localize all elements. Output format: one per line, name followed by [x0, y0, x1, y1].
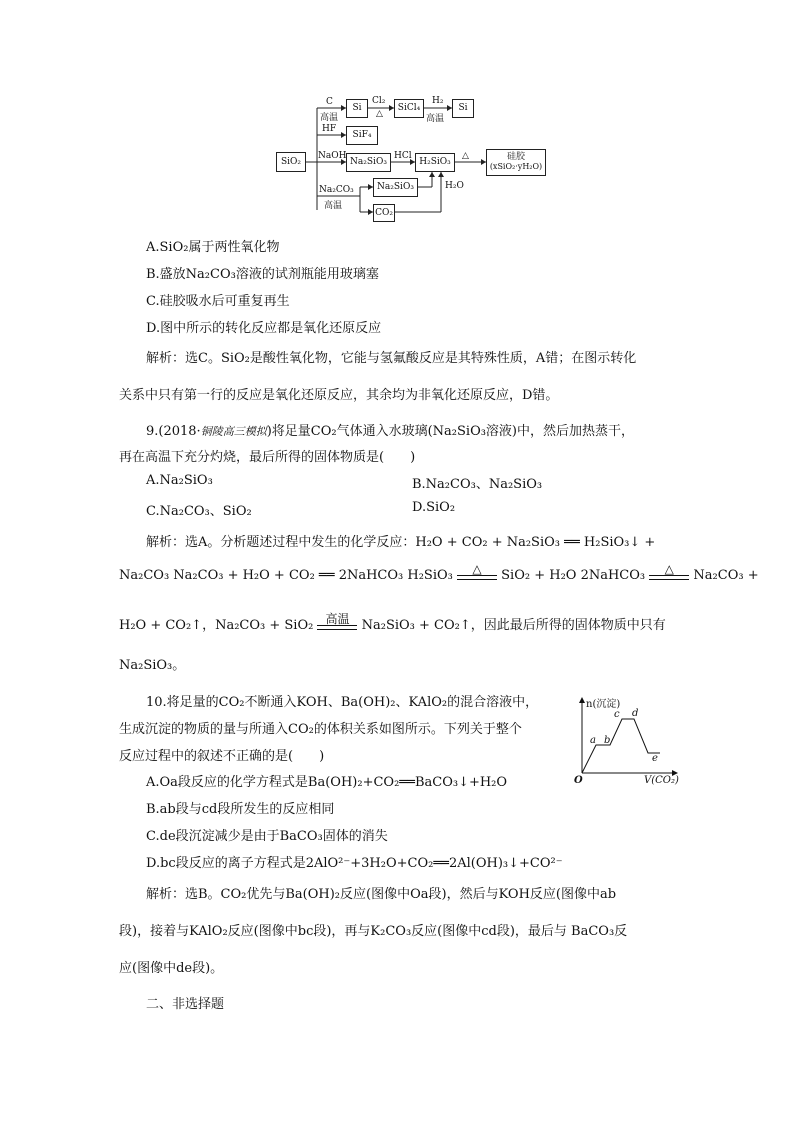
box-na2sio3-b: Na₂SiO₃ [373, 178, 418, 197]
heat-triangle-icon: △ [472, 562, 482, 576]
q10-graph [572, 695, 682, 790]
box-co2: CO₂ [373, 204, 395, 222]
label-h2o: H₂O [445, 181, 464, 191]
q9-number: 9.(2018· [146, 424, 201, 439]
q9-option-d: D.SiO₂ [412, 500, 456, 515]
graph-x-label: V(CO₂) [644, 775, 679, 786]
q8-option-d: D.图中所示的转化反应都是氧化还原反应 [146, 321, 382, 336]
box-si-2: Si [452, 99, 474, 118]
q10-explanation-2: 段)，接着与KAlO₂反应(图像中bc段)，再与K₂CO₃反应(图像中cd段)，最后与 BaCO₃反 [119, 924, 628, 939]
q10-explanation-3: 应(图像中de段)。 [119, 961, 224, 976]
q9-source: 铜陵高三模拟 [200, 425, 267, 438]
graph-y-label: n(沉淀) [586, 699, 621, 710]
q9-high-temp-condition: 高温 [317, 613, 357, 630]
q9-explanation-2 [119, 562, 759, 586]
label-cl2: Cl₂ [372, 96, 386, 106]
silica-gel-formula: (xSiO₂·yH₂O) [489, 162, 543, 172]
label-gaowen-2: 高温 [426, 114, 445, 124]
box-si-1: Si [346, 99, 368, 118]
q9-exp3-part-a: H₂O + CO₂↑，Na₂CO₃ + SiO₂ [119, 618, 314, 633]
graph-point-e: e [652, 753, 658, 764]
q9-option-c: C.Na₂CO₃、SiO₂ [146, 504, 252, 519]
graph-point-d: d [632, 708, 639, 719]
q8-explanation-2: 关系中只有第一行的反应是氧化还原反应，其余均为非氧化还原反应，D错。 [119, 388, 559, 403]
q9-option-a: A.Na₂SiO₃ [146, 473, 213, 488]
section-heading: 二、非选择题 [146, 997, 225, 1012]
q9-option-b: B.Na₂CO₃、Na₂SiO₃ [412, 477, 543, 492]
q9-stem-1 [146, 420, 634, 439]
label-gaowen-3: 高温 [324, 201, 343, 211]
q9-exp2-part-b: SiO₂ + H₂O 2NaHCO₃ [501, 568, 646, 583]
q8-option-b: B.盛放Na₂CO₃溶液的试剂瓶能用玻璃塞 [146, 267, 379, 282]
q10-stem-2: 生成沉淀的物质的量与所通入CO₂的体积关系如图所示。下列关于整个 [119, 722, 522, 737]
q9-heat-condition-1 [457, 563, 497, 580]
q10-option-d: D.bc段反应的离子方程式是2AlO²⁻+3H₂O+CO₂══2Al(OH)₃↓+CO²⁻ [146, 856, 563, 871]
q10-stem-3: 反应过程中的叙述不正确的是( ) [119, 749, 325, 764]
q10-option-b: B.ab段与cd段所发生的反应相同 [146, 802, 335, 817]
q10-stem-1: 10.将足量的CO₂不断通入KOH、Ba(OH)₂、KAlO₂的混合溶液中， [146, 695, 539, 710]
box-na2sio3-a: Na₂SiO₃ [346, 153, 391, 172]
box-sicl4: SiCl₄ [394, 99, 424, 118]
q8-explanation-1: 解析：选C。SiO₂是酸性氧化物，它能与氢氟酸反应是其特殊性质，A错；在图示转化 [146, 351, 637, 366]
q9-exp3-part-b: Na₂SiO₃ + CO₂↑，因此最后所得的固体物质中只有 [361, 618, 666, 633]
q10-explanation-1: 解析：选B。CO₂优先与Ba(OH)₂反应(图像中Oa段)，然后与KOH反应(图像中ab [146, 887, 617, 902]
box-sio2: SiO₂ [276, 152, 306, 172]
graph-point-c: c [614, 709, 620, 720]
box-sif4: SiF₄ [346, 126, 378, 145]
label-c: C [326, 97, 333, 107]
q9-stem-2: 再在高温下充分灼烧，最后所得的固体物质是( ) [119, 450, 416, 465]
q10-option-c: C.de段沉淀减少是由于BaCO₃固体的消失 [146, 829, 388, 844]
label-naoh: NaOH [318, 151, 347, 161]
q9-explanation-4: Na₂SiO₃。 [119, 658, 186, 673]
q9-heat-condition-2 [649, 563, 689, 580]
silica-gel-name: 硅胶 [506, 152, 525, 162]
graph-origin: O [574, 775, 583, 786]
label-delta-2: △ [462, 151, 469, 161]
box-silica-gel [486, 149, 546, 176]
box-h2sio3: H₂SiO₃ [415, 153, 455, 172]
q9-explanation-3 [119, 614, 666, 636]
q10-option-a: A.Oa段反应的化学方程式是Ba(OH)₂+CO₂══BaCO₃↓+H₂O [146, 775, 508, 790]
graph-point-b: b [604, 735, 611, 746]
label-delta-1: △ [376, 109, 383, 119]
label-hcl: HCl [394, 151, 412, 161]
q9-exp2-part-c: Na₂CO₃ + [693, 568, 759, 583]
q8-option-a: A.SiO₂属于两性氧化物 [146, 240, 280, 255]
label-hf: HF [322, 124, 337, 134]
q9-stem-1-rest: )将足量CO₂气体通入水玻璃(Na₂SiO₃溶液)中，然后加热蒸干， [266, 424, 635, 439]
label-na2co3: Na₂CO₃ [319, 185, 354, 195]
q9-exp2-part-a: Na₂CO₃ Na₂CO₃ + H₂O + CO₂ ══ 2NaHCO₃ H₂SiO₃ [119, 568, 453, 583]
heat-triangle-icon: △ [664, 562, 674, 576]
q8-option-c: C.硅胶吸水后可重复再生 [146, 294, 290, 309]
graph-point-a: a [590, 735, 596, 746]
label-h2: H₂ [432, 96, 444, 106]
q9-explanation-1: 解析：选A。分析题述过程中发生的化学反应：H₂O + CO₂ + Na₂SiO₃ ══ H₂SiO₃↓ + [146, 535, 656, 550]
label-gaowen-1: 高温 [320, 113, 339, 123]
flow-diagram-lines [0, 0, 794, 240]
